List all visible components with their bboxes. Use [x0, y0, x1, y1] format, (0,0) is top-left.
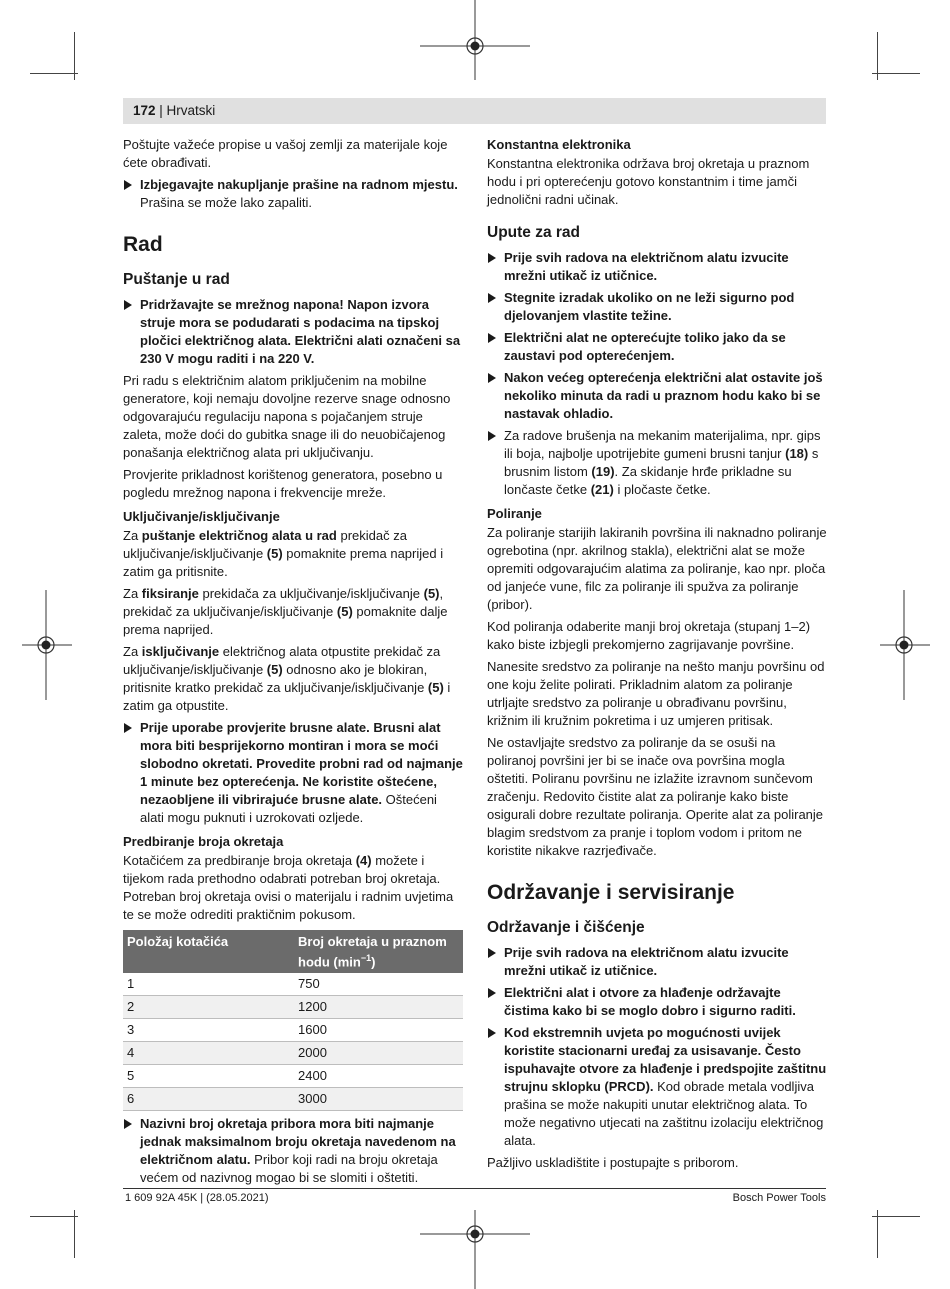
instruction-cool-down: Nakon većeg opterećenja električni alat ostavite još nekoliko minuta da radi u praznom hodu kako bi se nastavak ohladio.: [487, 369, 827, 423]
header-text: 172 | Hrvatski: [133, 103, 216, 118]
table-row: [123, 1065, 463, 1088]
header-language: Hrvatski: [166, 103, 216, 118]
table-row: [123, 1042, 463, 1065]
page-number: 172: [133, 103, 156, 118]
maintenance-extreme-conditions: Kod ekstremnih uvjeta po mogućnosti uvijek koristite stacionarni uređaj za usisavanje. Često ispuhavajte otvore za hlađenje i predspojite zaštitnu strujnu sklopku (PRCD). Kod obrade metala vodljiva prašina se može nakupiti unutar električnog alata. To može negativno utjecati na zaštitnu izolaciju električnog alata.: [487, 1024, 827, 1150]
table-cell-speed: 1200: [294, 996, 463, 1019]
table-row: [123, 973, 463, 996]
table-cell-position: 2: [123, 996, 294, 1019]
table-cell-speed: 2000: [294, 1042, 463, 1065]
crop-mark: [30, 1216, 78, 1217]
generator-paragraph: Pri radu s električnim alatom priključenim na mobilne generatore, koji nemaju dovoljne rezerve snage odnosno odgovarajuću regulaciju napona s pojačanjem struje zaleta, može doći do gubitka snage ili do neuobičajenog ponašanja električnog alata pri uključivanju.: [123, 373, 451, 460]
page-header: [123, 98, 826, 124]
registration-mark-icon: [420, 1210, 530, 1289]
table-row: [123, 1019, 463, 1042]
instruction-clamp: Stegnite izradak ukoliko on ne leži sigurno pod djelovanjem vlastite težine.: [487, 289, 827, 325]
switch-lock-paragraph: Za fiksiranje prekidača za uključivanje/isključivanje (5), prekidač za uključivanje/isključivanje (5) pomaknite dalje prema naprijed.: [123, 586, 448, 637]
footer-document-code: 1 609 92A 45K | (28.05.2021): [125, 1192, 269, 1204]
crop-mark: [74, 1210, 75, 1258]
instruction-unplug: Prije svih radova na električnom alatu izvucite mrežni utikač iz utičnice.: [487, 249, 827, 285]
table-cell-position: 4: [123, 1042, 294, 1065]
registration-mark-icon: [880, 590, 930, 700]
right-column: [487, 136, 827, 1176]
table-cell-position: 6: [123, 1088, 294, 1111]
table-cell-speed: 2400: [294, 1065, 463, 1088]
heading-pustanje: Puštanje u rad: [123, 271, 230, 288]
heading-predbiranje: Predbiranje broja okretaja: [123, 834, 284, 849]
table-cell-speed: 3000: [294, 1088, 463, 1111]
crop-mark: [30, 73, 78, 74]
table-header-speed: Broj okretaja u praznom hodu $(\min^{-1})$: [294, 930, 463, 973]
heading-konstantna: Konstantna elektronika: [487, 137, 631, 152]
instruction-no-overload: Električni alat ne opterećujte toliko jako da se zaustavi pod opterećenjem.: [487, 329, 827, 365]
rated-speed-warning: Nazivni broj okretaja pribora mora biti najmanje jednak maksimalnom broju okretaja navedenom na električnom alatu. Pribor koji radi na broju okretaja većem od nazivnog mogao bi se slomiti i oštetiti.: [123, 1115, 463, 1187]
speed-table: [123, 930, 463, 1111]
registration-mark-icon: [22, 590, 72, 700]
registration-mark-icon: [420, 0, 530, 80]
table-cell-speed: 1600: [294, 1019, 463, 1042]
footer-divider: [123, 1188, 826, 1189]
heading-upute: Upute za rad: [487, 224, 581, 241]
maintenance-clean-vents: Električni alat i otvore za hlađenje održavajte čistima kako bi se moglo dobro i sigurno raditi.: [487, 984, 827, 1020]
polishing-paragraph-1: Za poliranje starijih lakiranih površina ili naknadno poliranje ogrebotina (npr. akrilnog stakla), električni alat se može opremiti odgovarajućim alatima za poliranje, kao npr. ploča od janjeće vune, filc za poliranje ili spužva za poliranje (pribor).: [487, 525, 827, 612]
polishing-paragraph-4: Ne ostavljajte sredstvo za poliranje da se osuši na poliranoj površini jer bi se inače ova površina mogla oštetiti. Poliranu površinu ne izlažite izravnom sunčevom zračenju. Redovito čistite alat za poliranje kako biste osigurali dobre rezultate poliranja. Operite alat za poliranje blagim sredstvom za pranje i toplom vodom i pritom ne koristite nikakve razrjeđivače.: [487, 735, 824, 858]
table-cell-position: 1: [123, 973, 294, 996]
heading-odrzavanje-ciscenje: Održavanje i čišćenje: [487, 919, 645, 936]
table-cell-speed: 750: [294, 973, 463, 996]
heading-ukljucivanje: Uključivanje/isključivanje: [123, 509, 280, 524]
table-row: [123, 996, 463, 1019]
switch-off-paragraph: Za isključivanje električnog alata otpustite prekidač za uključivanje/isključivanje (5) odnosno ako je blokiran, pritisnite kratko prekidač za uključivanje/isključivanje (5) i zatim ga otpustite.: [123, 644, 451, 713]
constant-electronics-paragraph: Konstantna elektronika održava broj okretaja u praznom hodu i pri opterećenju gotovo konstantnim i time jamči jednolični radni učinak.: [487, 156, 810, 207]
switch-on-paragraph: Za puštanje električnog alata u rad prekidač za uključivanje/isključivanje (5) pomaknite prema naprijed i zatim ga pritisnite.: [123, 528, 444, 579]
crop-mark: [872, 1216, 920, 1217]
instruction-soft-materials: Za radove brušenja na mekanim materijalima, npr. gips ili boja, najbolje upotrijebite gumeni brusni tanjur (18) s brusnim listom (19). Za skidanje hrđe prikladne su lončaste četke (21) i pločaste četke.: [487, 427, 827, 499]
crop-mark: [872, 73, 920, 74]
heading-poliranje: Poliranje: [487, 506, 542, 521]
footer-brand: Bosch Power Tools: [732, 1192, 826, 1204]
heading-rad: Rad: [123, 233, 163, 256]
speed-preselection-paragraph: Kotačićem za predbiranje broja okretaja (4) možete i tijekom rada prethodno odabrati potreban broj okretaja. Potreban broj okretaja ovisi o materijalu i radnim uvjetima te se može odrediti praktičnim pokusom.: [123, 853, 454, 922]
generator-check-paragraph: Provjerite prikladnost korištenog generatora, posebno u pogledu mrežnog napona i frekvencije mreže.: [123, 467, 443, 500]
voltage-warning: Pridržavajte se mrežnog napona! Napon izvora struje mora se podudarati s podacima na tipskoj pločici električnog alata. Električni alati označeni sa 230 V mogu raditi i na 220 V.: [123, 296, 463, 368]
table-cell-position: 3: [123, 1019, 294, 1042]
table-header-position: Položaj kotačića: [123, 930, 294, 973]
polishing-paragraph-3: Nanesite sredstvo za poliranje na nešto manju površinu od one koju želite polirati. Prikladnim alatom za poliranje utrljajte sredstvo za poliranje u obrađivanu površinu, križnim ili kružnim pokretima i uz umjeren pritisak.: [487, 659, 825, 728]
dust-warning: Izbjegavajte nakupljanje prašine na radnom mjestu. Prašina se može lako zapaliti.: [123, 176, 463, 212]
intro-paragraph: Poštujte važeće propise u vašoj zemlji za materijale koje ćete obrađivati.: [123, 137, 448, 170]
crop-mark: [877, 1210, 878, 1258]
maintenance-storage: Pažljivo uskladištite i postupajte s priborom.: [487, 1155, 739, 1170]
left-column: [123, 136, 463, 1191]
table-cell-position: 5: [123, 1065, 294, 1088]
polishing-paragraph-2: Kod poliranja odaberite manji broj okretaja (stupanj 1–2) kako biste izbjegli prekomjerno zagrijavanje površine.: [487, 619, 811, 652]
grinding-tools-warning: Prije uporabe provjerite brusne alate. Brusni alat mora biti besprijekorno montiran i mora se moći slobodno okretati. Provedite probni rad od najmanje 1 minute bez opterećenja. Ne koristite oštećene, nezaobljene ili vibrirajuće brusne alate. Oštećeni alati mogu puknuti i uzrokovati ozljede.: [123, 719, 463, 827]
maintenance-unplug: Prije svih radova na električnom alatu izvucite mrežni utikač iz utičnice.: [487, 944, 827, 980]
heading-odrzavanje-servisiranje: Održavanje i servisiranje: [487, 881, 735, 904]
table-row: [123, 1088, 463, 1111]
